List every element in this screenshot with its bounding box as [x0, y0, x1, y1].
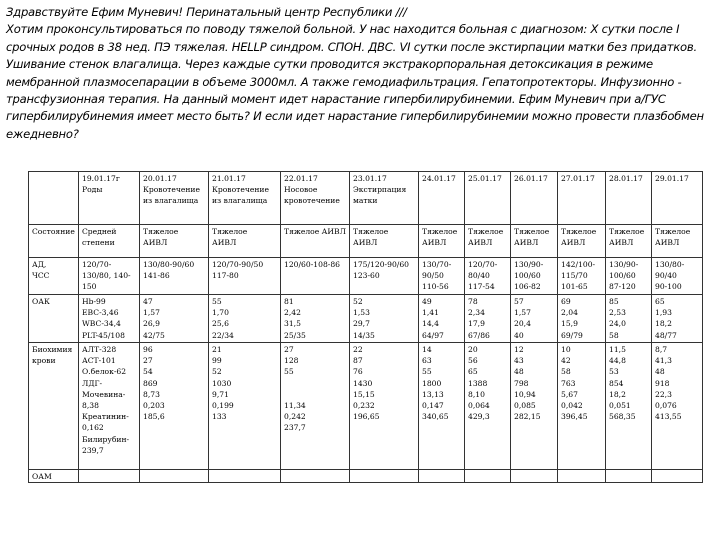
- table-cell: 120/70- 130/80, 140- 150: [79, 258, 140, 295]
- table-cell: [652, 470, 703, 483]
- table-row: [29, 470, 703, 483]
- table-cell: 81 2,42 31,5 25/35: [281, 295, 350, 343]
- table-cell: 52 1,53 29,7 14/35: [350, 295, 419, 343]
- table-cell: Тяжелое АИВЛ: [209, 225, 281, 258]
- table-cell: 10 42 58 763 5,67 0,042 396,45: [558, 343, 606, 470]
- letter-text: Здравствуйте Ефим Муневич! Перинатальный центр Республики /// Хотим проконсультироваться по поводу тяжелой больной. У нас находится больная с диагнозом: Х сутки после I срочных родов в 38 нед. ПЭ тяжелая. HELLP синдром. СПОН. ДВС. VI сутки после экстирпации матки без придатков. Ушивание стенок влагалища. Через каждые сутки проводится экстракорпоральная детоксикация в режиме мембранной плазмосепарации в объеме 3000мл. А также гемодиафильтрация. Гепатопротекторы. Инфузионно - трансфузионная терапия. На данный момент идет нарастание гипербилирубинемии. Ефим Муневич при а/ГУС гипербилирубинемия имеет место быть? И если идет нарастание гипербилирубинемии можно провести плазбобмен ежедневно?: [6, 5, 704, 141]
- table-cell: 85 2,53 24,0 58: [606, 295, 652, 343]
- table-row: [29, 343, 703, 470]
- table-cell: [606, 470, 652, 483]
- header-cell: [29, 172, 79, 225]
- table-cell: [465, 470, 511, 483]
- table-cell: Тяжелое АИВЛ: [281, 225, 350, 258]
- table-cell: 120/70- 80/40 117-54: [465, 258, 511, 295]
- table-cell: [140, 470, 209, 483]
- table-cell: 11,5 44,8 53 854 18,2 0,051 568,35: [606, 343, 652, 470]
- table-cell: 130/90- 100/60 106-82: [511, 258, 558, 295]
- table-cell: [511, 470, 558, 483]
- table-cell: 21 99 52 1030 9,71 0,199 133: [209, 343, 281, 470]
- lab-table: [28, 171, 703, 483]
- table-cell: Тяжелое АИВЛ: [465, 225, 511, 258]
- table-cell: 20 56 65 1388 8,10 0,064 429,3: [465, 343, 511, 470]
- table-cell: 130/70- 90/50 110-56: [419, 258, 465, 295]
- table-cell: Средней степени: [79, 225, 140, 258]
- table-cell: 130/80-90/60 141-86: [140, 258, 209, 295]
- table-cell: 22 87 76 1430 15,15 0,232 196,65: [350, 343, 419, 470]
- row-label-cell: Состояние: [29, 225, 79, 258]
- table-cell: 175/120-90/60 123-60: [350, 258, 419, 295]
- header-cell: 26.01.17: [511, 172, 558, 225]
- table-cell: 57 1,57 20,4 40: [511, 295, 558, 343]
- table-cell: Тяжелое АИВЛ: [558, 225, 606, 258]
- table-cell: [281, 470, 350, 483]
- row-label-cell: ОАМ: [29, 470, 79, 483]
- table-cell: [79, 470, 140, 483]
- table-cell: Тяжелое АИВЛ: [606, 225, 652, 258]
- row-label-cell: Биохимия крови: [29, 343, 79, 470]
- header-cell: 25.01.17: [465, 172, 511, 225]
- table-cell: 130/80- 90/40 90-100: [652, 258, 703, 295]
- table-cell: [350, 470, 419, 483]
- table-row: [29, 258, 703, 295]
- table-cell: Тяжелое АИВЛ: [350, 225, 419, 258]
- table-cell: 49 1,41 14,4 64/97: [419, 295, 465, 343]
- header-cell: 28.01.17: [606, 172, 652, 225]
- header-cell: 19.01.17г Роды: [79, 172, 140, 225]
- table-cell: [419, 470, 465, 483]
- table-cell: [558, 470, 606, 483]
- table-cell: Hb-99 EBC-3,46 WBC-34,4 PLT-45/108: [79, 295, 140, 343]
- table-cell: 14 63 55 1800 13,13 0,147 340,65: [419, 343, 465, 470]
- header-cell: 23.01.17 Экстирпация матки: [350, 172, 419, 225]
- row-label-cell: АД, ЧСС: [29, 258, 79, 295]
- header-cell: 22.01.17 Носовое кровотечение: [281, 172, 350, 225]
- table-cell: [209, 470, 281, 483]
- table-cell: 142/100- 115/70 101-65: [558, 258, 606, 295]
- table-row: [29, 225, 703, 258]
- header-cell: 27.01.17: [558, 172, 606, 225]
- table-row: [29, 295, 703, 343]
- header-cell: 24.01.17: [419, 172, 465, 225]
- header-cell: 21.01.17 Кровотечение из влагалища: [209, 172, 281, 225]
- table-cell: Тяжелое АИВЛ: [511, 225, 558, 258]
- table-cell: Тяжелое АИВЛ: [140, 225, 209, 258]
- table-cell: 69 2,04 15,9 69/79: [558, 295, 606, 343]
- table-cell: Тяжелое АИВЛ: [419, 225, 465, 258]
- table-cell: 8,7 41,3 48 918 22,3 0,076 413,55: [652, 343, 703, 470]
- table-cell: 12 43 48 798 10,94 0,085 282,15: [511, 343, 558, 470]
- header-cell: 29.01.17: [652, 172, 703, 225]
- table-cell: 130/90- 100/60 87-120: [606, 258, 652, 295]
- table-cell: 55 1,70 25,6 22/34: [209, 295, 281, 343]
- table-cell: АЛТ-328 АСТ-101 О.белок-62 ЛДГ- Мочевина- 8,38 Креатинин- 0,162 Билирубин- 239,7: [79, 343, 140, 470]
- table-cell: 78 2,34 17,9 67/86: [465, 295, 511, 343]
- header-cell: 20.01.17 Кровотечение из влагалища: [140, 172, 209, 225]
- table-cell: 65 1,93 18,2 48/77: [652, 295, 703, 343]
- table-cell: 120/60-108-86: [281, 258, 350, 295]
- table-cell: 27 128 55 11,34 0,242 237,7: [281, 343, 350, 470]
- table-cell: Тяжелое АИВЛ: [652, 225, 703, 258]
- table-cell: 47 1,57 26,9 42/75: [140, 295, 209, 343]
- table-header-row: [29, 172, 703, 225]
- row-label-cell: ОАК: [29, 295, 79, 343]
- table-cell: 120/70-90/50 117-80: [209, 258, 281, 295]
- table-cell: 96 27 54 869 8,73 0,203 185,6: [140, 343, 209, 470]
